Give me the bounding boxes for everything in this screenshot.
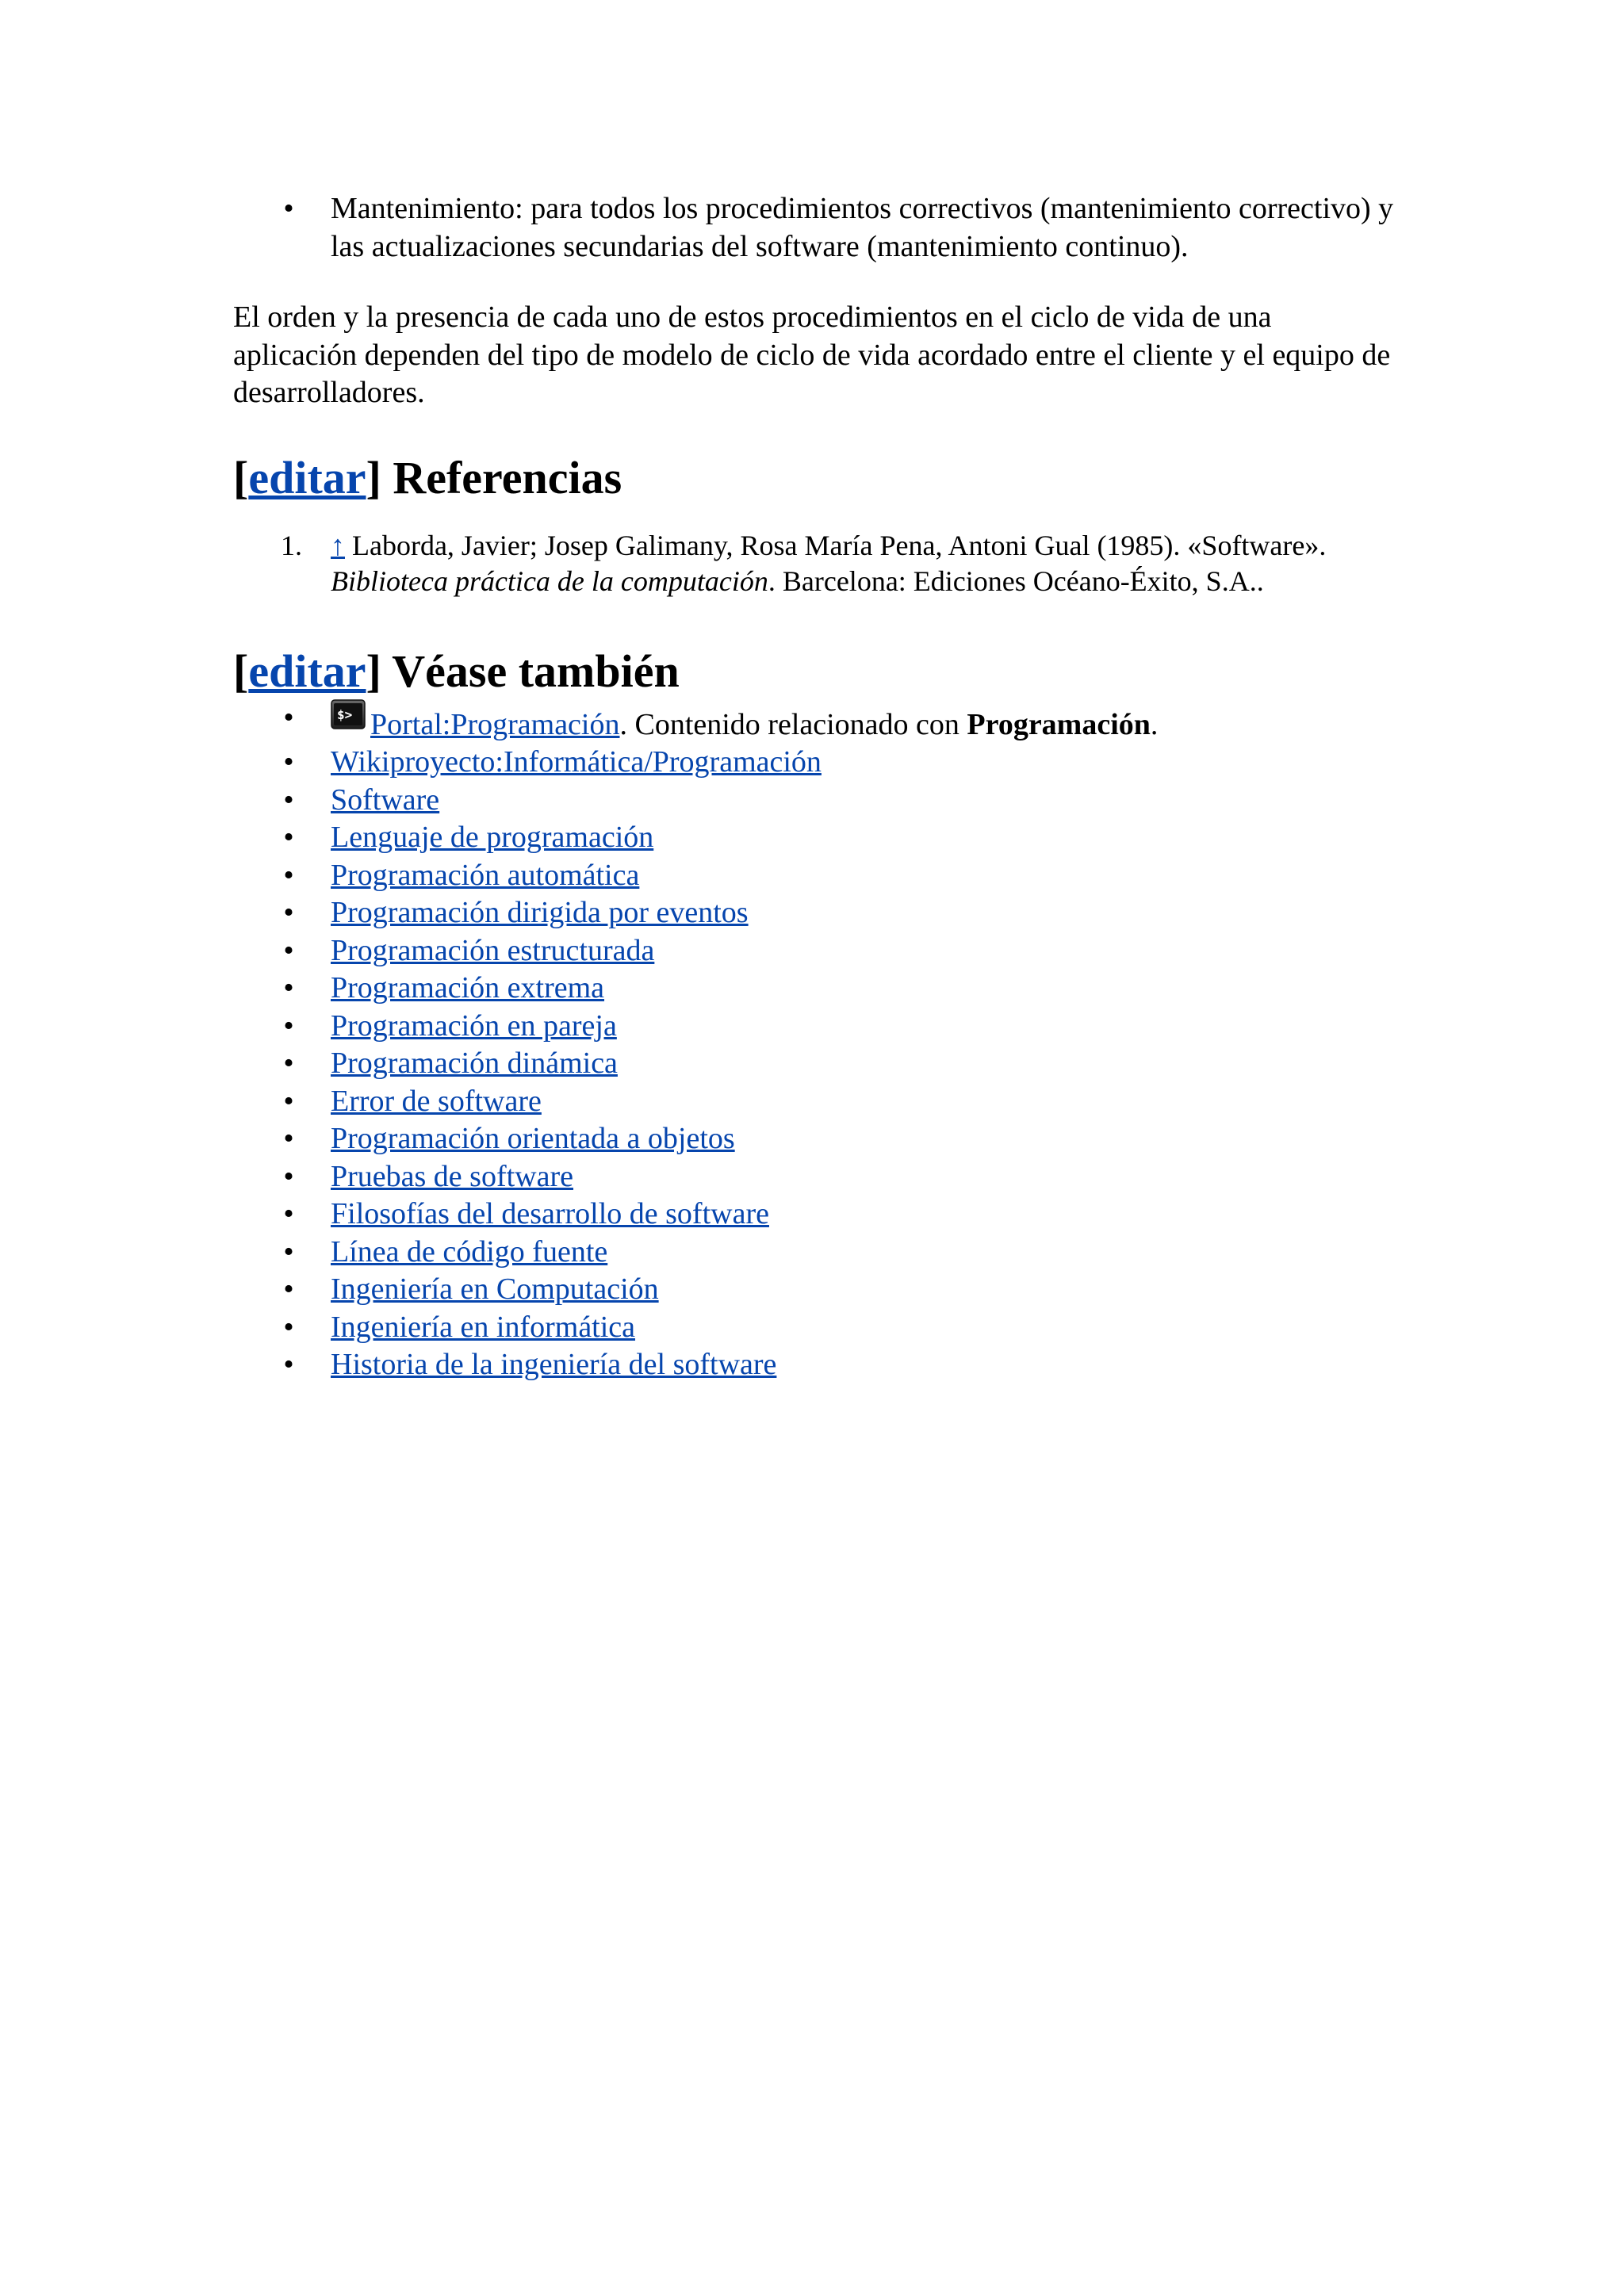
bullet-glyph: • [283,192,294,225]
edit-see-also-link[interactable]: editar [248,645,366,697]
see-also-link[interactable]: Línea de código fuente [331,1234,608,1269]
portal-bold-text: Programación [967,707,1151,741]
portal-text: . Contenido relacionado con [619,707,967,741]
see-also-link[interactable]: Programación estructurada [331,933,655,967]
bullet-glyph: • [283,1084,294,1118]
see-also-link[interactable]: Pruebas de software [331,1159,574,1193]
bullet-glyph: • [283,783,294,817]
see-also-link[interactable]: Programación extrema [331,971,605,1004]
list-item [233,1234,1399,1272]
reference-work: Biblioteca práctica de la computación [331,564,768,597]
references-title: Referencias [393,451,622,503]
bullet-glyph: • [283,1272,294,1306]
see-also-link[interactable]: Error de software [331,1084,542,1118]
edit-references-link[interactable]: editar [248,451,366,503]
bullet-glyph: • [283,1008,294,1043]
bullet-glyph: • [283,1234,294,1269]
bullet-glyph: • [283,1047,294,1080]
reference-authors: Laborda, Javier; Josep Galimany, Rosa María Pena, Antoni Gual (1985). «Software». [352,529,1327,561]
bullet-glyph: • [283,1122,294,1155]
list-item [233,1120,1399,1158]
bullet-glyph: • [283,745,294,779]
list-item [233,1083,1399,1121]
references-heading [233,450,1399,506]
terminal-icon[interactable] [331,699,366,729]
reference-publisher: . Barcelona: Ediciones Océano-Éxito, S.A.. [768,564,1264,597]
bullet-glyph: • [283,971,294,1004]
list-item [233,894,1399,932]
list-item-portal [233,699,1399,744]
see-also-link[interactable]: Ingeniería en Computación [331,1272,659,1306]
bullet-glyph: • [283,1310,294,1344]
list-item [233,1045,1399,1083]
maintenance-text: Mantenimiento: para todos los procedimientos correctivos (mantenimiento correctivo) y las actualizaciones secundarias del software (mantenimiento continuo). [331,192,1394,263]
edit-bracket-open: [ [233,451,249,503]
see-also-title: Véase también [392,645,680,697]
see-also-link[interactable]: Programación orientada a objetos [331,1122,735,1155]
portal-end: . [1150,707,1159,741]
list-item [233,970,1399,1008]
edit-bracket-close: ] [366,451,381,503]
see-also-link[interactable]: Lenguaje de programación [331,821,654,854]
list-item [233,1196,1399,1234]
see-also-link[interactable]: Ingeniería en informática [331,1310,636,1344]
list-item [233,1271,1399,1309]
list-item [233,1346,1399,1384]
list-item [233,857,1399,895]
list-item [233,782,1399,820]
see-also-link[interactable]: Software [331,783,440,817]
svg-text:$>: $> [337,706,353,722]
see-also-list [233,699,1399,1384]
list-item [233,932,1399,970]
see-also-heading [233,644,1399,699]
bullet-glyph: • [283,933,294,967]
bullet-glyph: • [283,858,294,892]
order-paragraph: El orden y la presencia de cada uno de estos procedimientos en el ciclo de vida de una aplicación dependen del tipo de modelo de ciclo de vida acordado entre el cliente y el equipo de desarrolladores. [233,300,1391,409]
bullet-glyph: • [283,1348,294,1381]
list-item [233,744,1399,782]
reference-number: 1. [281,529,302,561]
see-also-link[interactable]: Programación dirigida por eventos [331,896,749,929]
list-item [233,190,1425,266]
list-item [233,1158,1399,1196]
bullet-glyph: • [283,896,294,929]
bullet-glyph: • [283,700,294,734]
article-body [233,190,1399,1384]
see-also-link[interactable]: Programación en pareja [331,1008,617,1043]
maintenance-list [233,190,1399,266]
list-item [233,1309,1399,1347]
reference-item [233,528,1399,599]
see-also-link[interactable]: Programación automática [331,858,640,892]
see-also-link[interactable]: Filosofías del desarrollo de software [331,1197,769,1230]
edit-bracket-open: [ [233,645,249,697]
list-item [233,1008,1399,1046]
bullet-glyph: • [283,1197,294,1230]
edit-bracket-close: ] [366,645,381,697]
portal-programacion-link[interactable]: Portal:Programación [370,707,620,741]
see-also-link[interactable]: Historia de la ingeniería del software [331,1348,777,1381]
see-also-link[interactable]: Wikiproyecto:Informática/Programación [331,745,822,779]
bullet-glyph: • [283,1159,294,1193]
list-item [233,819,1399,857]
reference-backlink[interactable]: ↑ [331,529,345,561]
see-also-link[interactable]: Programación dinámica [331,1047,618,1080]
references-list [233,528,1399,599]
bullet-glyph: • [283,821,294,854]
